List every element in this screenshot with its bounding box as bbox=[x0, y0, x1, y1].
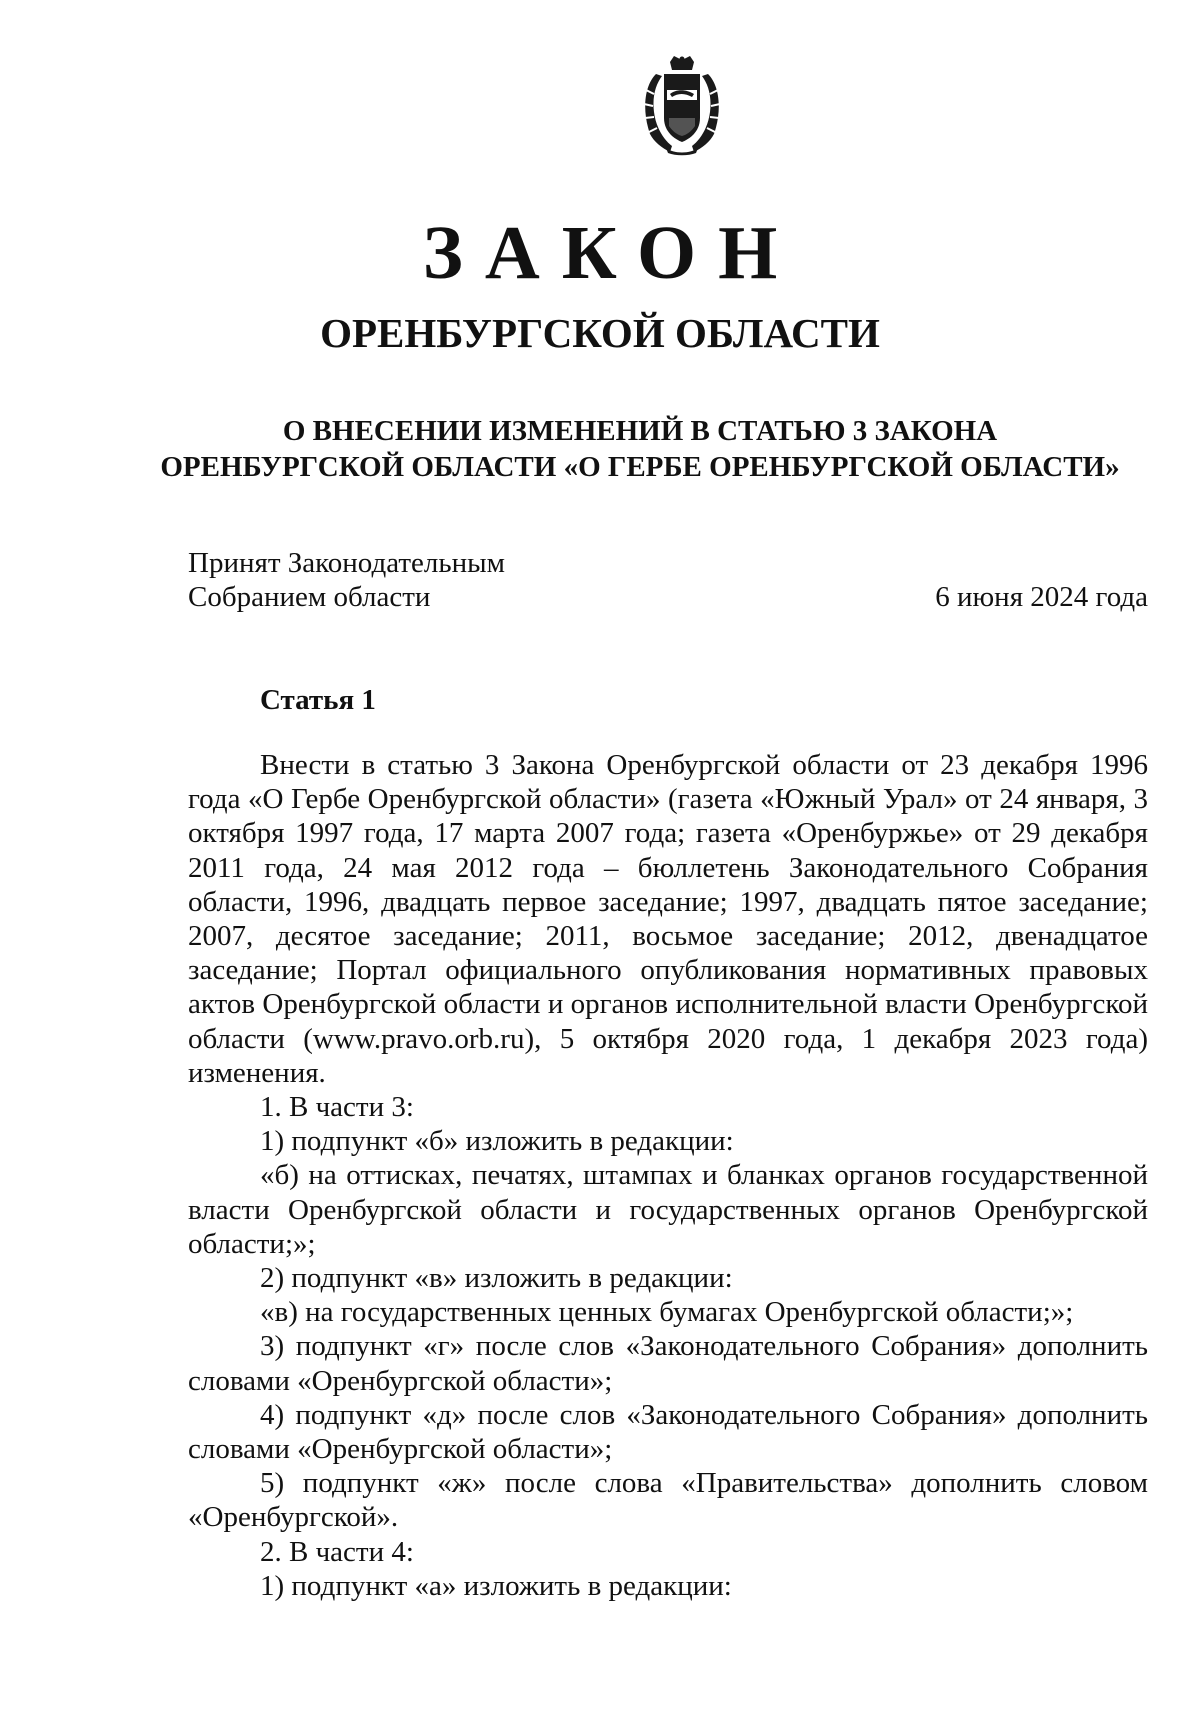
article-paragraph: 1) подпункт «б» изложить в редакции: bbox=[260, 1125, 734, 1158]
article-body bbox=[188, 748, 1148, 1603]
adoption-date: 6 июня 2024 года bbox=[935, 581, 1148, 613]
law-title bbox=[140, 413, 1140, 485]
article-paragraph: «б) на оттисках, печатях, штампах и бланках органов государственной власти Оренбургской области и государственных органов Оренбургской области;»; bbox=[188, 1159, 1148, 1260]
article-paragraph: «в) на государственных ценных бумагах Оренбургской области;»; bbox=[260, 1296, 1074, 1329]
article-paragraph: 5) подпункт «ж» после слова «Правительства» дополнить словом «Оренбургской». bbox=[188, 1467, 1148, 1534]
adoption-line-2: Собранием области bbox=[188, 581, 431, 613]
law-title-line-1: О ВНЕСЕНИИ ИЗМЕНЕНИЙ В СТАТЬЮ 3 ЗАКОНА bbox=[282, 415, 998, 447]
article-paragraph: 2) подпункт «в» изложить в редакции: bbox=[260, 1262, 733, 1295]
adoption-line-1: Принят Законодательным bbox=[188, 547, 505, 579]
article-heading: Статья 1 bbox=[260, 684, 376, 716]
adoption-note bbox=[188, 546, 505, 614]
coat-of-arms-icon bbox=[636, 56, 728, 156]
region-title: ОРЕНБУРГСКОЙ ОБЛАСТИ bbox=[320, 310, 880, 356]
article-paragraph: 2. В части 4: bbox=[260, 1535, 414, 1568]
article-paragraph: Внести в статью 3 Закона Оренбургской области от 23 декабря 1996 года «О Гербе Оренбургской области» (газета «Южный Урал» от 24 января, 3 октября 1997 года, 17 марта 2007 года; газета «Оренбуржье» от 29 декабря 2011 года, 24 мая 2012 года – бюллетень Законодательного Собрания области, 1996, двадцать первое заседание; 1997, двадцать пятое заседание; 2007, десятое заседание; 2011, восьмое заседание; 2012, двенадцатое заседание; Портал официального опубликования нормативных правовых актов Оренбургской области и органов исполнительной власти Оренбургской области (www.pravo.orb.ru), 5 октября 2020 года, 1 декабря 2023 года) изменения. bbox=[188, 749, 1148, 1089]
document-title: ЗАКОН bbox=[422, 211, 800, 295]
article-paragraph: 1. В части 3: bbox=[260, 1091, 414, 1124]
article-paragraph: 1) подпункт «а» изложить в редакции: bbox=[260, 1569, 732, 1602]
article-paragraph: 4) подпункт «д» после слов «Законодательного Собрания» дополнить словами «Оренбургской области»; bbox=[188, 1398, 1148, 1466]
law-title-line-2: ОРЕНБУРГСКОЙ ОБЛАСТИ «О ГЕРБЕ ОРЕНБУРГСКОЙ ОБЛАСТИ» bbox=[160, 451, 1120, 483]
article-paragraph: 3) подпункт «г» после слов «Законодательного Собрания» дополнить словами «Оренбургской области»; bbox=[188, 1330, 1148, 1397]
